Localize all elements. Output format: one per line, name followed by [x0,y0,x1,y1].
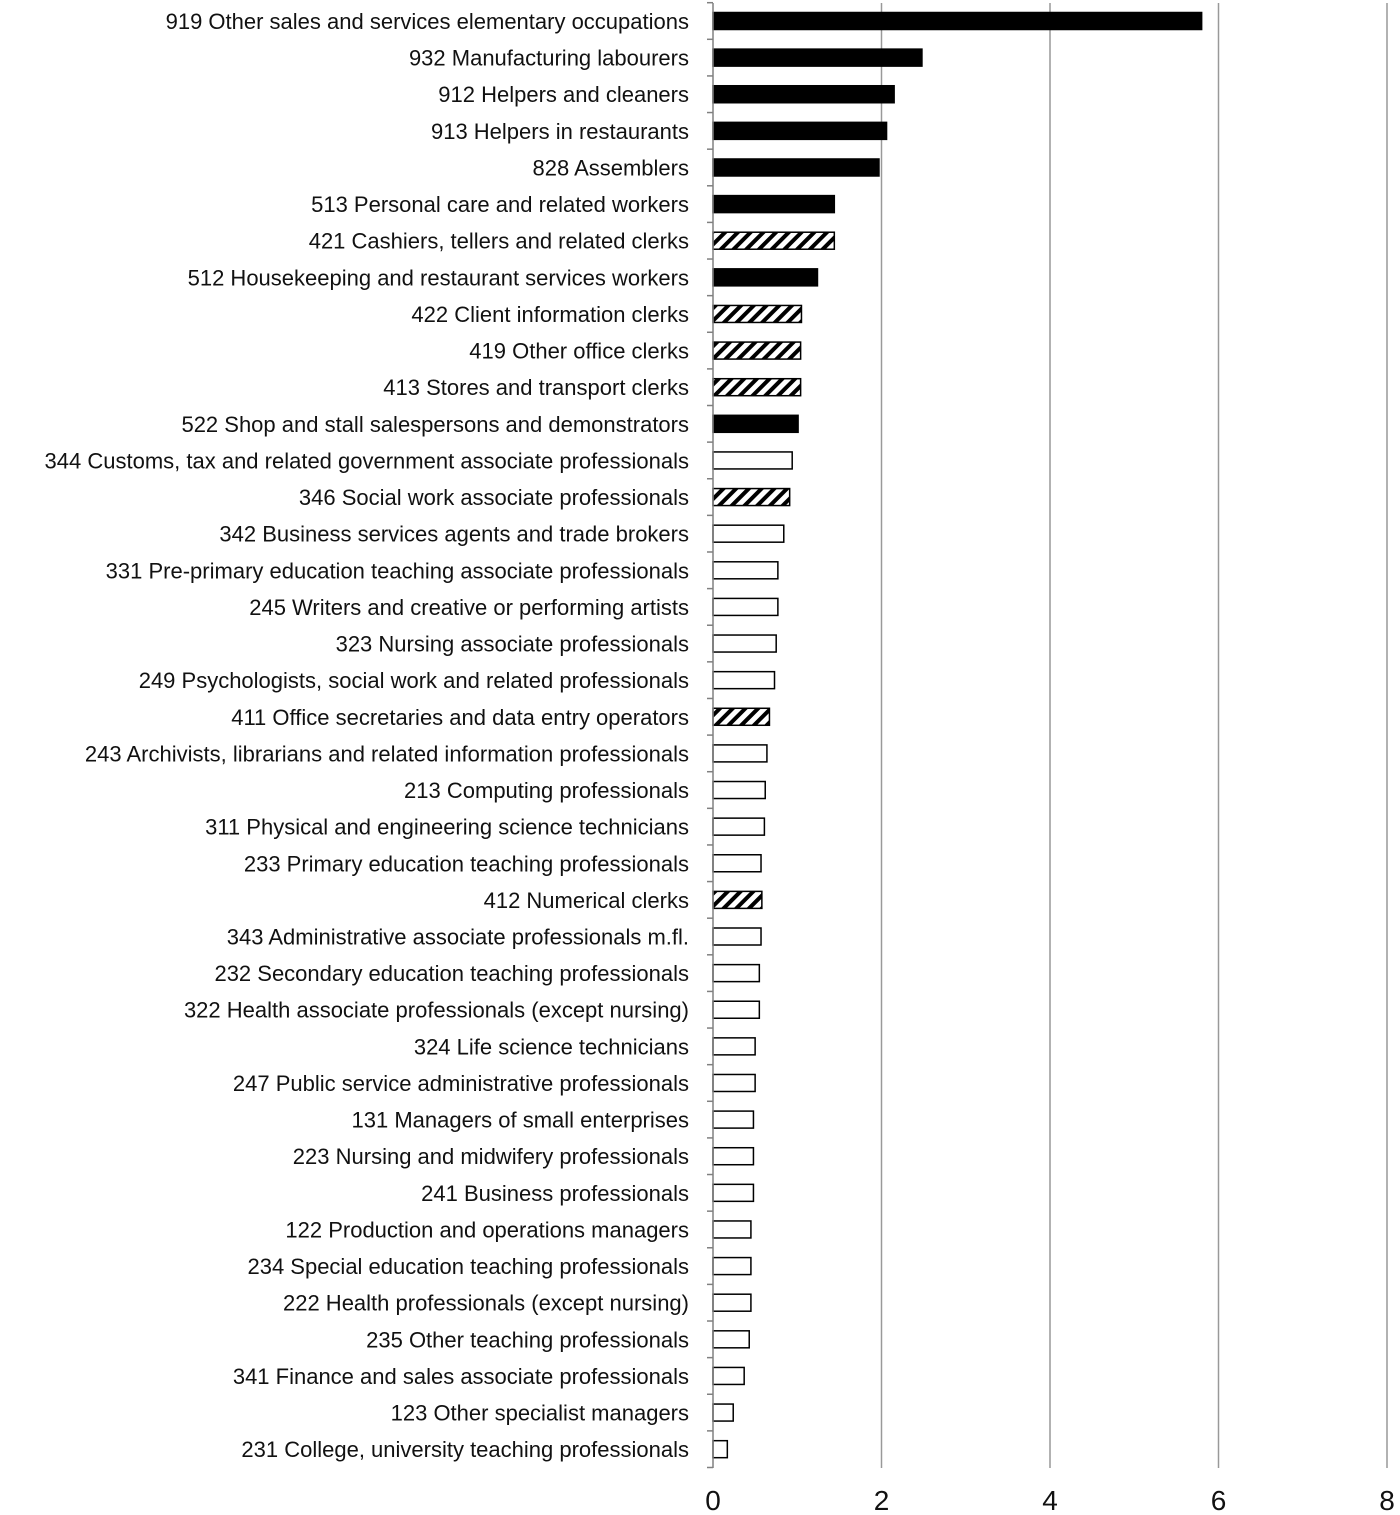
category-label: 222 Health professionals (except nursing) [282,1290,689,1316]
category-label: 344 Customs, tax and related government associate professionals [44,448,689,474]
bar-open [713,1404,733,1421]
category-label: 249 Psychologists, social work and related professionals [138,668,689,694]
bar-open [713,635,776,652]
category-label: 234 Special education teaching professionals [247,1254,689,1280]
bar-solid [713,13,1202,30]
category-label: 131 Managers of small enterprises [351,1107,689,1133]
bars [713,13,1202,1458]
bar-hatched [713,891,762,908]
category-label: 932 Manufacturing labourers [408,45,689,71]
category-label: 241 Business professionals [421,1180,689,1206]
category-label: 323 Nursing associate professionals [335,631,689,657]
category-label: 346 Social work associate professionals [298,485,689,511]
bar-hatched [713,708,769,725]
category-label: 919 Other sales and services elementary occupations [165,9,689,34]
category-label: 243 Archivists, librarians and related information professionals [84,741,689,767]
category-label: 233 Primary education teaching professionals [243,851,689,877]
category-label: 213 Computing professionals [404,778,689,804]
bar-hatched [713,232,834,249]
category-labels [45,9,689,1462]
bar-open [713,782,765,799]
category-label: 513 Personal care and related workers [311,192,689,218]
category-label: 245 Writers and creative or performing artists [249,594,689,620]
bar-open [713,1074,755,1091]
bar-open [713,1441,727,1458]
category-label: 522 Shop and stall salespersons and demonstrators [181,411,689,437]
category-label: 342 Business services agents and trade brokers [219,521,689,547]
bar-open [713,562,778,579]
bar-open [713,745,767,762]
category-label: 324 Life science technicians [413,1034,689,1060]
category-label: 122 Production and operations managers [285,1217,689,1243]
bar-open [713,1367,744,1384]
category-label: 331 Pre-primary education teaching associate professionals [105,558,689,584]
x-tick-label: 0 [705,1485,721,1515]
category-label: 231 College, university teaching professionals [241,1437,689,1463]
category-label: 512 Housekeeping and restaurant services workers [187,265,689,291]
category-label: 419 Other office clerks [469,338,689,364]
bar-hatched [713,342,801,359]
category-label: 412 Numerical clerks [483,887,689,913]
bar-open [713,1294,751,1311]
category-label: 235 Other teaching professionals [366,1327,689,1353]
category-label: 232 Secondary education teaching professionals [214,961,689,987]
category-label: 341 Finance and sales associate professionals [232,1363,689,1389]
bar-hatched [713,489,790,506]
gridlines [882,3,1388,1468]
bar-open [713,1221,751,1238]
x-tick-label: 4 [1042,1485,1058,1515]
bar-open [713,672,775,689]
x-tick-label: 8 [1379,1485,1395,1515]
bar-open [713,928,761,945]
bar-solid [713,196,834,213]
bar-open [713,525,784,542]
category-label: 322 Health associate professionals (except nursing) [183,997,689,1023]
category-label: 421 Cashiers, tellers and related clerks [308,228,689,254]
category-label: 411 Office secretaries and data entry operators [231,704,689,730]
bar-open [713,1038,755,1055]
bar-solid [713,269,817,286]
category-label: 223 Nursing and midwifery professionals [292,1144,689,1170]
category-label: 413 Stores and transport clerks [383,375,689,401]
bar-hatched [713,305,801,322]
bar-open [713,965,759,982]
bar-solid [713,86,894,103]
bar-open [713,1331,749,1348]
bar-open [713,855,761,872]
bar-open [713,1258,751,1275]
bar-open [713,818,764,835]
category-label: 311 Physical and engineering science technicians [205,814,689,840]
category-label: 247 Public service administrative professionals [232,1070,689,1096]
category-label: 912 Helpers and cleaners [438,82,689,108]
bar-open [713,1148,753,1165]
bar-solid [713,159,879,176]
bar-open [713,1111,753,1128]
category-label: 343 Administrative associate professionals m.fl. [226,924,689,950]
category-label: 123 Other specialist managers [390,1400,689,1426]
x-tick-label: 6 [1210,1485,1227,1515]
x-tick-label: 2 [873,1485,890,1515]
bar-open [713,452,792,469]
bar-open [713,598,778,615]
bar-open [713,1184,753,1201]
bar-open [713,1001,759,1018]
category-label: 828 Assemblers [532,155,689,181]
bar-solid [713,49,922,66]
bar-solid [713,122,887,139]
category-label: 422 Client information clerks [411,301,689,327]
category-label: 913 Helpers in restaurants [430,118,689,144]
bar-solid [713,415,798,432]
bar-hatched [713,379,801,396]
